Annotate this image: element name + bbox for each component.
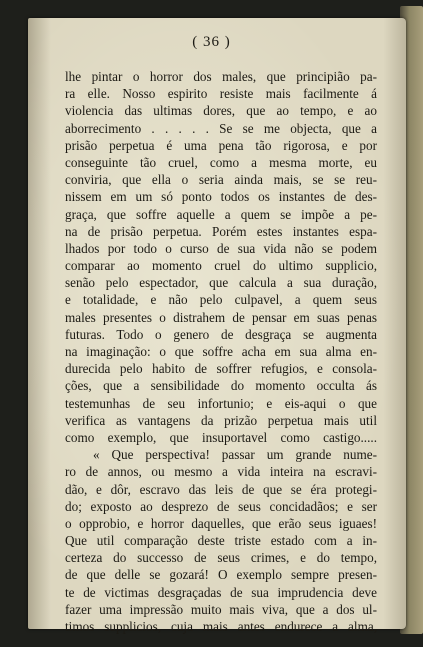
text-line: na de prisão perpetua. Porém estes instantes espa- <box>65 223 377 239</box>
text-line: comparar ao momento cruel do ultimo supplicio, <box>65 258 377 274</box>
text-line: males presentes o distrahem de pensar em suas penas <box>65 309 377 325</box>
text-line: Que util comparação deste triste estado com a in- <box>65 533 377 549</box>
text-line: como exemplo, que insuportavel como castigo..... <box>65 429 377 445</box>
text-line: do; exposto ao desprezo de seus concidadãos; e ser <box>65 498 377 514</box>
text-line: futuras. Todo o genero de desgraça se augmenta <box>65 326 377 342</box>
text-line: conseguinte tão cruel, como a mesma morte, eu <box>65 154 377 170</box>
text-line: nissem em um só ponto todos os instantes de des- <box>65 189 377 205</box>
page-number: ( 36 ) <box>192 34 231 50</box>
text-line: timos supplicios, cuja mais antes endurece a alma, <box>65 619 377 634</box>
text-line: prisão perpetua é uma pena tão rigorosa, e por <box>65 137 377 153</box>
text-line: durecida pelo habito de soffrer refugios, e consola- <box>65 361 377 377</box>
text-line: certeza do successo de seus crimes, e do tempo, <box>65 550 377 566</box>
text-line: graça, que soffre aquelle a quem se impõe a pe- <box>65 206 377 222</box>
text-line: na imaginação: o que soffre acha em sua alma en- <box>65 344 377 359</box>
text-line: verifica as vantagens da prizão perpetua mais util <box>65 412 377 428</box>
text-line: ções, que a sensibilidade do momento occulta ás <box>65 378 377 394</box>
text-line: lhe pintar o horror dos males, que principião pa- <box>65 69 377 84</box>
text-line: testemunhas de seu infortunio; e eis-aqui o que <box>65 395 377 411</box>
text-line: ra elle. Nosso espirito resiste mais facilmente á <box>65 86 377 102</box>
text-line: aborrecimento . . . . . Se se me objecta, que a <box>65 120 377 136</box>
text-line: « Que perspectiva! passar um grande nume- <box>93 447 377 463</box>
text-line: senão pelo espectador, que calcula a sua duração, <box>65 275 377 291</box>
body-text <box>65 68 377 635</box>
text-line: dão, e dôr, escravo das leis de que se éra protegi- <box>65 481 377 497</box>
text-line: violencia das ultimas dores, que ao tempo, e ao <box>65 103 377 119</box>
text-line: o opprobio, e horror daquelles, que erão seus iguaes! <box>65 515 377 531</box>
text-line: ro de annos, ou mesmo a vida inteira na escravi- <box>65 464 377 480</box>
text-line: fazer uma impressão muito mais viva, que a dos ul- <box>65 601 377 617</box>
text-line: de que delle se gozará! O exemplo sempre presen- <box>65 567 377 583</box>
text-line: e totalidade, e não pelo culpavel, a quem seus <box>65 292 377 308</box>
text-line: conviria, que ella o seria ainda mais, se se reu- <box>65 172 377 188</box>
text-line: lhados por todo o curso de sua vida não se podem <box>65 240 377 256</box>
text-line: te de victimas desgraçadas de sua imprudencia deve <box>65 584 377 600</box>
